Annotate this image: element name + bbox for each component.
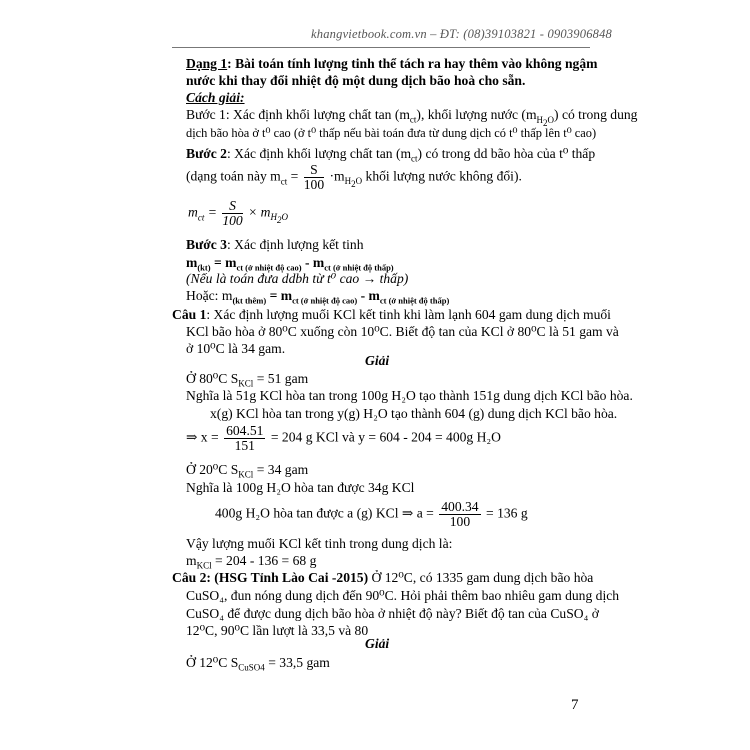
dang1-title-line1: Dạng 1: Bài toán tính lượng tinh thể tách ra hay thêm vào không ngậm	[186, 56, 598, 71]
giai-heading-2: Giải	[365, 636, 390, 651]
formula-hoac: Hoặc: $m_{(kt thêm)} = m_{ct (ở nhiệt độ cao)} - m_{ct (ở nhiệt độ thấp)}$	[186, 288, 450, 306]
cau1-line1: Câu 1: Xác định lượng muối KCl kết tinh khi làm lạnh 604 gam dung dịch muối	[172, 307, 611, 322]
buoc3-line: Bước 3: Xác định lượng kết tinh	[186, 237, 364, 252]
page-header: khangvietbook.com.vn – ĐT: (08)39103821 - 0903906848	[311, 27, 612, 41]
sol1-line5: Ở 20⁰C $S_{KCl} = 34$ gam	[186, 462, 309, 480]
cau2-line4: 12⁰C, 90⁰C lần lượt là 33,5 và 80	[186, 623, 369, 638]
formula-mkt: $m_{(kt)} = m_{ct (ở nhiệt độ cao)} - m_{ct (ở nhiệt độ thấp)}$	[186, 255, 394, 273]
sol1-line1: Ở 80⁰C $S_{KCl} = 51$ gam	[186, 371, 309, 389]
sol1-line6: Nghĩa là 100g H₂O hòa tan được 34g KCl	[186, 480, 415, 495]
cau2-line2: CuSO₄, đun nóng dung dịch đến 90⁰C. Hỏi phải thêm bao nhiêu gam dung dịch	[186, 588, 620, 603]
sol1-line9: $m_{KCl} = 204 - 136 = 68$ g	[186, 553, 317, 571]
cau1-line3: ở 10⁰C là 34 gam.	[186, 341, 286, 356]
dang1-title-line2: nước khi thay đổi nhiệt độ một dung dịch bão hoà cho sẵn.	[186, 73, 526, 88]
cau2-line3: CuSO₄ để được dung dịch bão hòa ở nhiệt độ này? Biết độ tan của CuSO₄ ở	[186, 606, 599, 621]
cau1-line2: KCl bão hòa ở 80⁰C xuống còn 10⁰C. Biết độ tan của KCl ở 80⁰C là 51 gam và	[186, 324, 619, 339]
fraction-s-100: $\frac{S}{100}$	[303, 162, 325, 192]
buoc2-line2: (dạng toán này $m_{ct}$ = $\frac{S}{100}$ $\cdot m_{H_2O}$ khối lượng nước không đổi).	[186, 162, 522, 192]
sol1-line8: Vậy lượng muối KCl kết tinh trong dung dịch là:	[186, 536, 453, 551]
cau2-line1: Câu 2: (HSG Tỉnh Lào Cai -2015) Ở 12⁰C, có 1335 gam dung dịch bão hòa	[172, 570, 594, 585]
mkt-note: (Nếu là toán đưa ddbh từ t⁰ cao → thấp)	[186, 271, 409, 286]
dang1-label: Dạng 1	[186, 56, 228, 71]
buoc2-line1: Bước 2: Xác định khối lượng chất $\tan (m_{ct})$ có trong dd bão hòa của t⁰ thấp	[186, 146, 596, 164]
sol1-line2: Nghĩa là 51g KCl hòa tan trong 100g H₂O tạo thành 151g dung dịch KCl bão hòa.	[186, 388, 633, 403]
giai-heading-1: Giải	[365, 353, 390, 368]
sol2-line1: Ở 12⁰C $S_{CuSO4} = 33,5$ gam	[186, 655, 330, 673]
sol1-line3: x(g) KCl hòa tan trong y(g) H₂O tạo thành 604 (g) dung dịch KCl bão hòa.	[210, 406, 618, 421]
formula-mct: $m_{ct}$ = $\frac{S}{100}$ × $m_{H_2O}$	[188, 198, 288, 228]
sol1-equation-x: ⇒ x = $\frac{604.51}{151}$ = 204 g KCl và y = 604 - 204 = 400g H₂O	[186, 423, 501, 453]
page-number: 7	[571, 697, 579, 713]
buoc1-line1: Bước 1: Xác định khối lượng chất $\tan (m_{ct})$, khối lượng nước $(m_{H_2O})$ có trong dung	[186, 107, 638, 128]
header-divider	[172, 47, 590, 48]
buoc1-line2: dịch bão hòa ở t⁰ cao (ở t⁰ thấp nếu bài toán đưa từ dung dịch có t⁰ thấp lên t⁰ cao)	[186, 126, 597, 140]
cach-giai-heading: Cách giải:	[186, 90, 245, 105]
sol1-equation-a: 400g H₂O hòa tan được a (g) KCl ⇒ a = $\frac{400.34}{100}$ = 136 g	[215, 499, 528, 529]
